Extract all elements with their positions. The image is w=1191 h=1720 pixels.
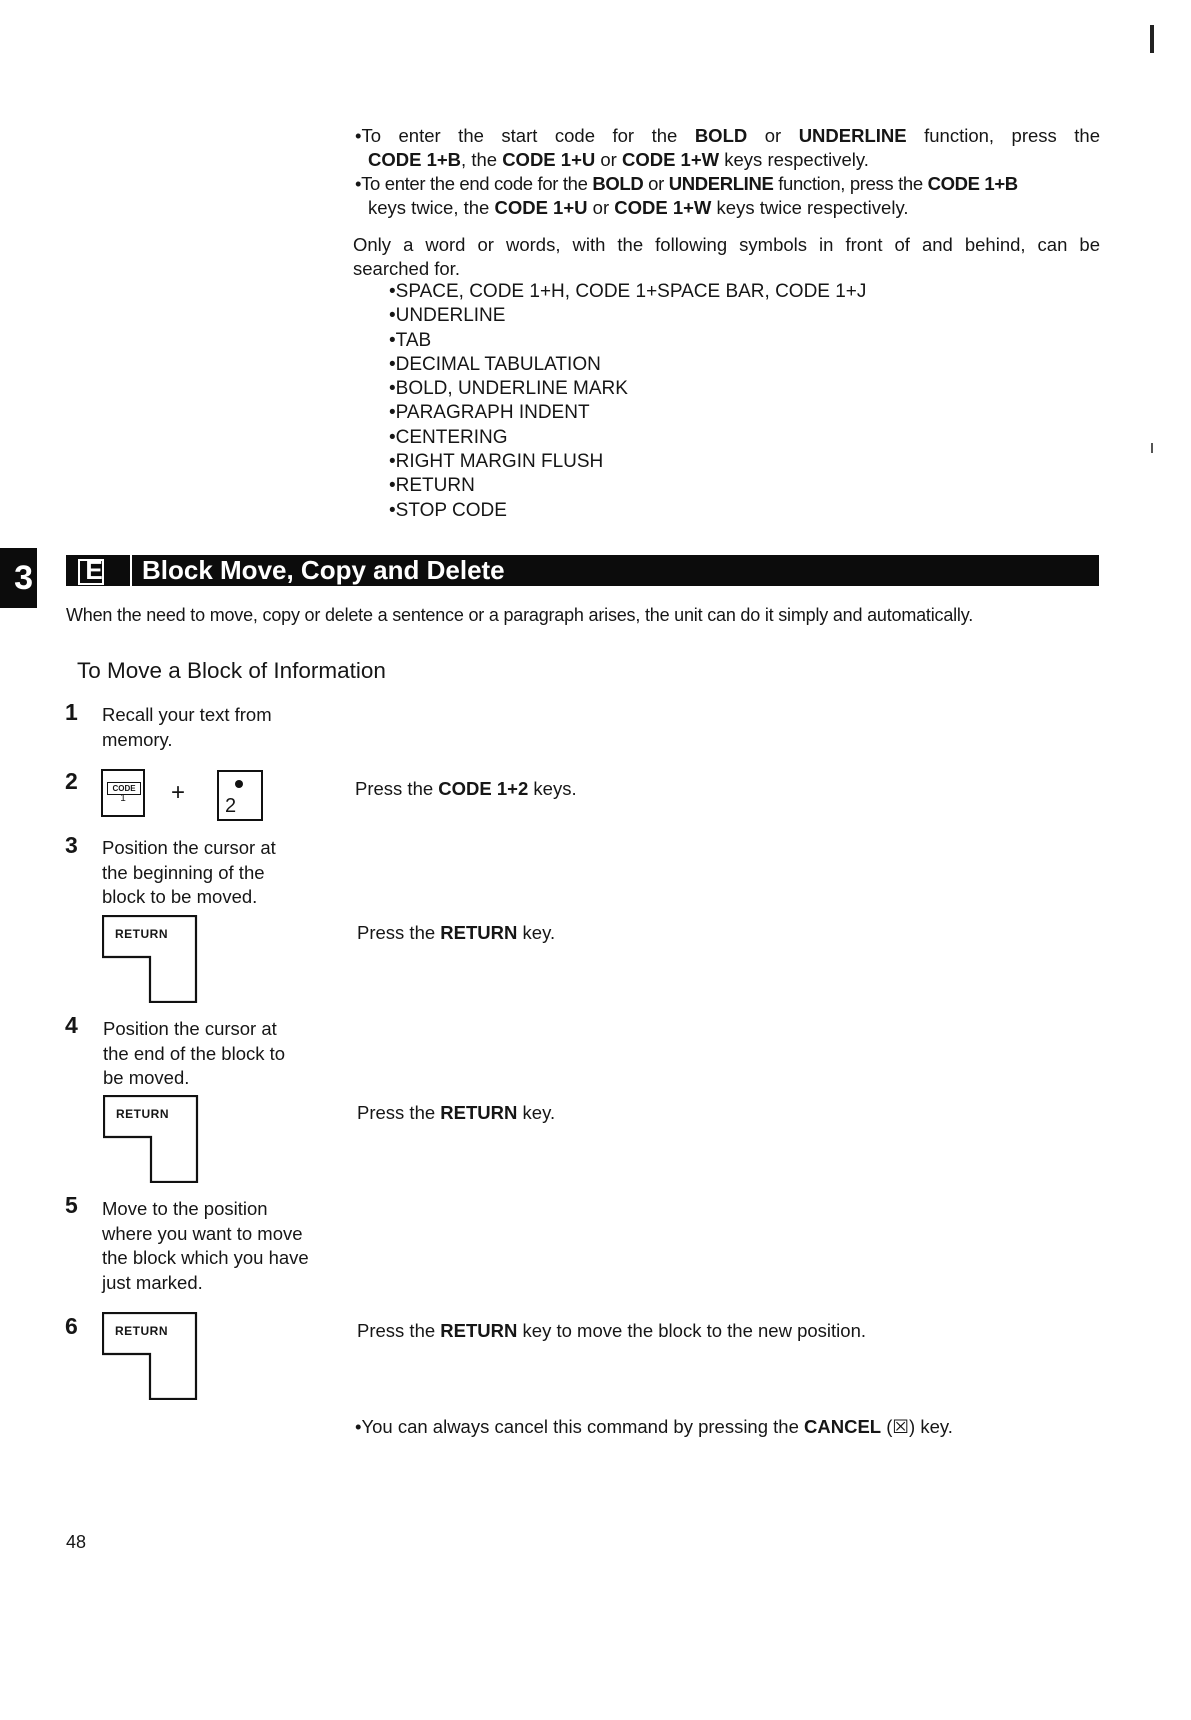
list-item: •CENTERING: [389, 426, 508, 448]
list-item: •UNDERLINE: [389, 305, 506, 327]
text-bold: BOLD: [592, 173, 644, 194]
text: keys.: [528, 778, 577, 799]
text-bold: CODE 1+B: [368, 149, 462, 170]
list-item: •DECIMAL TABULATION: [389, 353, 601, 375]
text: function, press the: [773, 173, 928, 194]
text-bold: RETURN: [440, 922, 518, 943]
margin-mark: [1151, 443, 1153, 453]
step-number: 6: [65, 1313, 78, 1339]
return-key-label: RETURN: [116, 1107, 169, 1121]
bold-underline-start-note: [355, 124, 1100, 148]
text: keys twice, the: [368, 197, 495, 218]
step-instruction: [357, 1101, 555, 1125]
text: or: [587, 197, 615, 218]
text: function, press the: [906, 125, 1100, 146]
text-bold: RETURN: [440, 1320, 518, 1341]
list-item: •PARAGRAPH INDENT: [389, 402, 590, 424]
step-text: [102, 703, 272, 752]
text-bold: BOLD: [694, 125, 748, 146]
bold-underline-end-note-line2: [368, 196, 908, 220]
step-line: the end of the block to: [103, 1042, 286, 1064]
search-intro: [353, 233, 1100, 281]
section-letter: E: [85, 555, 103, 585]
code-key-sub: 1: [120, 793, 126, 804]
code-key-label: CODE: [107, 782, 141, 795]
text: Press the: [357, 1102, 441, 1123]
step-instruction: [355, 777, 577, 801]
text: (: [881, 1416, 893, 1437]
step-line: just marked.: [102, 1271, 203, 1293]
text: •To enter the end code for the: [355, 173, 593, 194]
subheading: To Move a Block of Information: [77, 658, 386, 683]
step-text: [102, 1197, 309, 1295]
text: , the: [461, 149, 503, 170]
step-line: Recall your text from: [102, 704, 272, 725]
step-line: be moved.: [103, 1067, 190, 1088]
cancel-icon: ☒: [892, 1417, 910, 1438]
step-line: Move to the position: [102, 1198, 268, 1219]
text-bold: RETURN: [440, 1102, 518, 1123]
text-bold: UNDERLINE: [798, 125, 907, 146]
two-key-label: 2: [225, 795, 237, 817]
list-item: •STOP CODE: [389, 499, 507, 521]
text: •To enter the start code for the: [355, 125, 695, 146]
text: key to move the block to the new position.: [517, 1320, 866, 1341]
step-line: where you want to move: [102, 1222, 303, 1244]
step-instruction: [357, 921, 555, 945]
step-number: 1: [65, 699, 78, 725]
step-number: 5: [65, 1192, 78, 1218]
list-item: •TAB: [389, 329, 432, 351]
list-item: •RIGHT MARGIN FLUSH: [389, 451, 604, 473]
list-item: •RETURN: [389, 475, 475, 497]
list-item: •BOLD, UNDERLINE MARK: [389, 378, 628, 400]
search-intro-line2: searched for.: [353, 258, 460, 279]
return-key-label: RETURN: [115, 927, 168, 941]
return-key-label: RETURN: [115, 1324, 168, 1338]
text-bold: CANCEL: [804, 1416, 882, 1437]
text-bold: CODE 1+B: [927, 173, 1018, 194]
cancel-note: [355, 1415, 953, 1440]
text: Press the: [357, 922, 441, 943]
two-key: [217, 770, 263, 821]
text: Press the: [357, 1320, 441, 1341]
code-key: [101, 769, 145, 817]
chapter-tab: 3: [0, 548, 37, 608]
step-line: the beginning of the: [102, 861, 265, 883]
text-bold: CODE 1+W: [614, 197, 712, 218]
bold-underline-end-note: [355, 172, 1018, 196]
step-line: the block which you have: [102, 1247, 309, 1268]
step-line: Position the cursor at: [102, 837, 276, 858]
step-text: [102, 836, 276, 910]
list-item: •SPACE, CODE 1+H, CODE 1+SPACE BAR, CODE 1+J: [389, 281, 867, 302]
search-intro-line1: Only a word or words, with the following symbols in front of and behind, can be: [353, 234, 1100, 255]
step-line: Position the cursor at: [103, 1018, 277, 1039]
step-line: block to be moved.: [102, 886, 258, 907]
text: •You can always cancel this command by pressing the: [355, 1416, 805, 1437]
step-line: memory.: [102, 728, 173, 750]
text: keys respectively.: [719, 149, 869, 170]
plus-sign: +: [171, 779, 186, 806]
step-number: 4: [65, 1012, 78, 1038]
section-title: Block Move, Copy and Delete: [130, 555, 505, 586]
step-number: 3: [65, 832, 78, 858]
text-bold: UNDERLINE: [668, 173, 774, 194]
section-description: When the need to move, copy or delete a sentence or a paragraph arises, the unit can do it simply and automatically.: [66, 605, 973, 625]
text-bold: CODE 1+W: [621, 149, 720, 170]
text: or: [747, 125, 799, 146]
text: key.: [517, 922, 556, 943]
text-bold: CODE 1+U: [494, 197, 588, 218]
searchable-symbol-list: [389, 280, 866, 523]
text: or: [643, 173, 669, 194]
text: or: [595, 149, 622, 170]
text: ) key.: [909, 1416, 953, 1437]
step-instruction: [357, 1319, 866, 1343]
bold-underline-start-note-line2: [368, 148, 869, 172]
text-bold: CODE 1+U: [502, 149, 596, 170]
text: keys twice respectively.: [711, 197, 909, 218]
text-bold: CODE 1+2: [438, 778, 529, 799]
margin-mark: [1150, 25, 1154, 53]
text: Press the: [355, 778, 439, 799]
bullet-icon: [235, 780, 243, 788]
text: key.: [517, 1102, 556, 1123]
page-number: 48: [66, 1532, 87, 1552]
step-text: [103, 1017, 285, 1091]
step-number: 2: [65, 768, 78, 794]
